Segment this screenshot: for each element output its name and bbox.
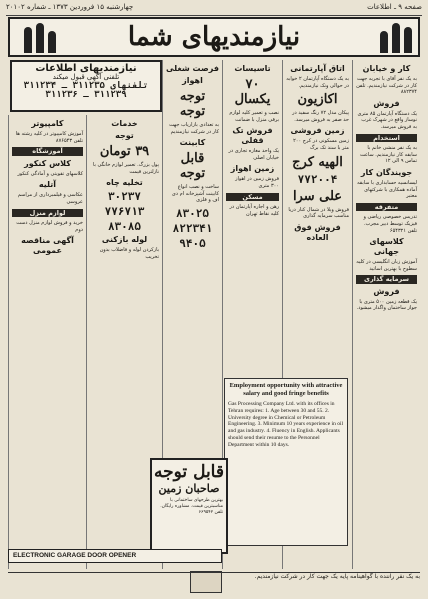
phone-ads-box	[10, 60, 162, 112]
phone-ads-note: تلفنی آگهی قبول میکند	[52, 73, 120, 81]
ad-text: پول بزرگ. تعمیر لوازم خانگی با نازلترین قیمت	[92, 162, 159, 175]
ad-heading: توجه	[115, 131, 134, 140]
section-title: نیازمندیهای شما	[127, 22, 301, 52]
ad-text: آموزش کامپیوتر در کلیه رشته ها تلفن ۸۷۶۵۴۳	[15, 131, 83, 144]
ad-heading: کابینت	[179, 138, 206, 148]
ad-text: آموزش زبان انگلیسی در کلیه سطوح با بهترین اساتید	[356, 259, 417, 272]
english-ad-title: Employment opportunity with attractive salary and good fringe benefits	[229, 382, 343, 397]
ad-heading: فروش	[373, 286, 400, 296]
ad-text: خرید و فروش لوازم منزل دست دوم	[16, 220, 83, 233]
ad-heading: کامپیوتر	[31, 119, 64, 128]
ad-heading: تخلیه چاه	[106, 178, 143, 188]
ad-column-6	[8, 115, 86, 569]
phone-ads-numbers-2: ۳۱۱۲۳۹ ـ ۳۱۱۲۳۶	[45, 90, 127, 100]
ad-heading: فروش	[373, 98, 400, 108]
ad-headline: ۷۰ یکسال	[234, 77, 271, 107]
ad-text: نصب و تعمیر کلیه لوازم برقی منزل با ضمانت	[229, 110, 279, 123]
english-employment-ad	[224, 378, 348, 546]
ad-heading: تاسیسات	[234, 64, 271, 73]
section-banner	[8, 17, 420, 57]
land-owners-ad-headline: قابل توجه	[154, 462, 224, 482]
ad-heading: آگهی مناقصه عمومی	[21, 236, 74, 256]
ad-heading: اهواز	[182, 76, 203, 85]
ad-text: فروش زمین در اهواز ۳۰۰ متری	[235, 176, 279, 189]
people-figures-icon	[372, 21, 412, 53]
english-ad-body: Gas Processing Company Ltd. with its offices in Tehran requires: 1. Age between 30 and 55. 2. University degree in Chemical or Petroleum Engineering. 3. Minimum 10 years experience in oil and gas industry. 4. Fluency in English. Applicants should send their resume to the Personnel Department within 10 days.	[228, 401, 344, 448]
ad-text: عکاسی و فیلمبرداری از مراسم عروسی	[17, 192, 83, 205]
category-bar: متفرقه	[356, 203, 417, 212]
category-bar: آموزشگاه	[12, 147, 83, 156]
ad-heading: زمین اهواز	[230, 164, 275, 174]
phone-number: ۸۳۰۸۵	[107, 220, 142, 234]
garage-door-ad: ELECTRONIC GARAGE DOOR OPENER	[8, 549, 222, 563]
running-head	[6, 3, 422, 16]
ad-text: یک دستگاه آپارتمان ۸۵ متری نوساز واقع در شهرک غرب به فروش میرسد.	[357, 110, 417, 130]
category-bar: سرمایه گذاری	[356, 275, 417, 284]
category-bar: لوازم منزل	[12, 209, 83, 218]
ad-text: کلاسهای تقویتی و آمادگی کنکور	[17, 170, 83, 177]
land-owners-ad-body: بهترین طرحهای ساختمانی با مناسبترین قیمت. مشاوره رایگان. تلفن ۶۶۹۵۴۲	[160, 498, 223, 515]
ad-text: یک قطعه زمین ۵۰۰ متری با جواز ساختمان واگذار میشود.	[356, 298, 417, 312]
ad-heading: جویندگان کار	[360, 167, 413, 177]
ad-text: به یک نفر منشی خانم با سابقه کار نیازمندیم. ساعت تماس ۹ الی ۱۲	[360, 145, 417, 165]
ad-column-1	[352, 60, 420, 569]
ad-heading: خدمات	[111, 119, 138, 128]
ad-heading: اتاق آپارتمانی	[290, 64, 345, 73]
phone-number: ۷۷۶۷۱۳	[104, 205, 145, 219]
ad-text: زمین مسکونی در کرج ۲۰۰ متر با سند تک برگ	[293, 138, 349, 151]
footer-ad: به یک نفر راننده با گواهینامه پایه یک جهت کار در شرکت نیازمندیم.	[8, 572, 420, 593]
category-bar: مسکن	[226, 193, 279, 202]
ad-heading: آتلیه	[38, 180, 57, 190]
ad-heading: کلاسهای جهانی	[369, 237, 404, 257]
ad-heading: فروش فوق العاده	[294, 222, 341, 242]
ad-text: یک واحد مغازه تجاری در خیابان اصلی	[228, 148, 279, 161]
ad-text: بازکردن لوله و فاضلاب بدون تخریب	[99, 247, 159, 260]
ad-headline: علی سرا	[292, 188, 343, 204]
ad-headline: قابل توجه	[179, 151, 206, 182]
ad-text: تدریس خصوصی ریاضی و فیزیک توسط دبیر مجرب. تلفن ۶۵۴۳۲۱	[363, 214, 417, 234]
phone-number: ۹۴۰۵	[179, 236, 206, 250]
ad-text: ساخت و نصب انواع کابینت آشپزخانه ام دی اف و فلزی	[171, 184, 219, 204]
phone-number: ۸۳۰۲۵	[175, 206, 210, 220]
ad-heading: فرصت شغلی	[166, 64, 219, 73]
ad-headline: الهیه کرج	[292, 154, 343, 170]
ad-text: رهن و اجاره آپارتمان در کلیه نقاط تهران	[229, 204, 279, 217]
ad-text: به تعدادی بازاریاب جهت کار در شرکت نیازمندیم	[169, 122, 219, 135]
category-bar: استخدام	[356, 134, 417, 143]
ad-text: به یک نفر آقای با تجربه جهت کار در شرکت نیازمندیم. تلفن ۸۸۲۳۷۴	[356, 76, 417, 96]
issue-date: چهارشنبه ۱۵ فروردین ۱۳۷۳ ـ شماره ۲۰۱۰۲	[6, 3, 134, 11]
ad-heading: لوله بازکنی	[101, 235, 148, 245]
land-owners-ad-subhead: صاحبان زمین	[158, 482, 220, 495]
phone-number: ۷۷۲۰۰۴	[297, 172, 338, 186]
people-figures-icon	[16, 21, 56, 53]
ad-headline: توجه توجه	[179, 89, 206, 119]
phone-number: ۸۲۲۳۴۱	[172, 221, 213, 235]
ad-text: به یک دستگاه آپارتمان ۲ خوابه در حوالی ونک نیازمندیم.	[286, 76, 349, 89]
ad-heading: کار و خیابان	[362, 64, 411, 73]
land-owners-ad	[150, 458, 228, 554]
page-label: صفحه ۹ ـ اطلاعات	[367, 3, 422, 11]
phone-ads-title: نیازمندیهای اطلاعات	[35, 63, 137, 74]
phone-ads-numbers-1: تلفنهای ۳۱۱۲۳۵ ـ ۳۱۱۲۳۴	[23, 81, 149, 91]
ad-heading: فروش تک قفلی	[232, 126, 273, 146]
ad-text: پیکان مدل ۷۲ رنگ سفید در حد صفر به فروش میرسد.	[292, 110, 349, 123]
ad-text: لیسانسیه حسابداری با سابقه آماده همکاری با شرکتهای معتبر	[357, 179, 417, 200]
ad-text: فروش ویلا در شمال کنار دریا مناسب سرمایه گذاری	[288, 206, 349, 220]
phone-number: ۳۰۲۳۷	[107, 190, 142, 204]
ad-headline: اکازیون	[297, 92, 338, 108]
ad-heading: زمین فروشی	[290, 126, 345, 136]
ad-headline: ۳۹ تومان	[99, 144, 150, 159]
ad-heading: کلاس کنکور	[24, 158, 71, 168]
